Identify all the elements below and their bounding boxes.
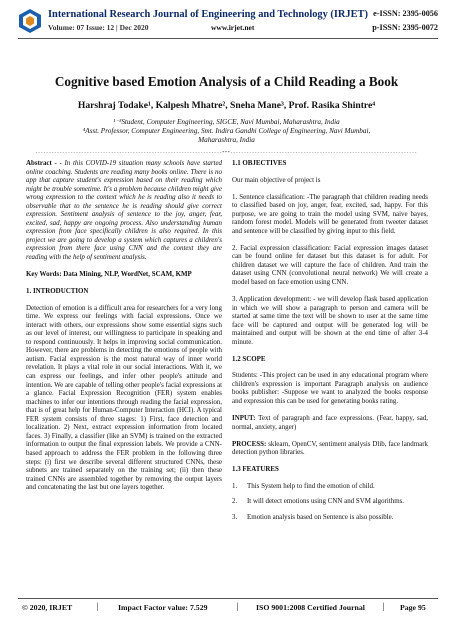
footer-copyright: © 2020, IRJET (22, 603, 73, 612)
footer-impact-factor: Impact Factor value: 7.529 (118, 603, 208, 612)
list-number: 1. (232, 481, 238, 490)
footer-separator: | (236, 602, 239, 611)
journal-url[interactable]: www.irjet.net (211, 23, 255, 32)
features-heading: 1.3 FEATURES (232, 465, 279, 474)
scope-text: Students: -This project can be used in any educational program where children's expression is important Paragraph analysis on audience books publisher: -Suppose we want to analyzed the books response and expression this can be used for generating books rating. (232, 371, 428, 406)
process-label: PROCESS: (232, 439, 267, 448)
input-text: Text of paragraph and face expressions. (Fear, happy, sad, normal, anxiety, anger) (232, 414, 428, 431)
objective-application-development: 3. Application development: - we will develop flask based application in which we will show a paragraph to person and camera will be started at same time the text will be shown to user at the same time face will be captured and output will be generated log will be maintained and output will be shown at the end time of after 3-4 minute. (232, 295, 428, 346)
affiliation-students: ¹⁻³Student, Computer Engineering, SIGCE, Navi Mumbai, Maharashtra, India (113, 118, 340, 126)
affiliation-professor: ⁴Asst. Professor, Computer Engineering, Smt. Indira Gandhi College of Engineering, Navi Mumbai, (82, 127, 371, 135)
abstract-text: In this COVID-19 situation many schools have started online coaching. Students are reading many books online. There is no app that capture student's expression based on their reading which might be trouble sometime. It's a problem because children might give wrong expression to the context which he is reading also it needs to observable that to the sentence he is reading should give correct expression. Sentiment analysis of sentence to the joy, anger, fear, excited, sad, happy are ongoing process. Also understanding human expression from face specifically children is also required. In this project we are going to develop a system which captures a children's expression from there face using CNN and the context they are reading with the help of sentiment analysis. (26, 159, 222, 262)
page-footer (18, 598, 438, 618)
input-label: INPUT: (232, 414, 256, 423)
list-number: 2. (232, 497, 238, 506)
objective-facial-expression: 2. Facial expression classification: Facial expression images dataset can be found online fer dataset but this dataset is for adult. For children dataset we will capture the face of children. And train the dataset using CNN (convolutional neural network) We will create a model based on face emotion using CNN. (232, 243, 428, 287)
paper-title: Cognitive based Emotion Analysis of a Child Reading a Book (54, 74, 399, 89)
footer-separator: | (96, 602, 99, 611)
list-item (232, 482, 428, 491)
list-item (232, 497, 428, 506)
footer-separator: | (382, 602, 385, 611)
left-column (26, 159, 222, 500)
abstract-label: Abstract - - (26, 159, 62, 167)
affiliation-state: Maharashtra, India (198, 136, 255, 144)
feature-text: It will detect emotions using CNN and SVM algorithms. (247, 497, 405, 506)
objectives-intro: Our main objective of project is (232, 175, 321, 184)
footer-page-number: Page 95 (400, 603, 426, 612)
feature-text: Emotion analysis based on Sentence is also possible. (247, 512, 394, 521)
process-text: sklearn, OpenCV, sentiment analysis Dlib, face landmark detection python libraries. (232, 439, 428, 457)
keywords: Key Words: Data Mining, NLP, WordNet, SCAM, KMP (26, 270, 192, 279)
objectives-heading: 1.1 OBJECTIVES (232, 159, 287, 167)
input-paragraph (232, 414, 428, 431)
introduction-text: Detection of emotion is a difficult area for researchers for a very long time. We express our feelings with facial expressions. Once we interact with others, our expressions show some essential signs such as our level of interest, our willingness to participate in speaking and to respond continuously. It helps in improving social communication. However, there are problems in detecting the emotions of people with autism. Facial expression is the most natural way of inner world revelation. It plays a vital role in our social interactions. With it, we can express our feelings, and infer other people's attitude and intention. We are capable of telling other people's facial expressions at a glance. Facial Expression Recognition (FER) system enables machines to infer our intentions through reading the facial expression, that is of great help for Human-Computer Interaction (HCI). A typical FER system consists of three stages: 1) First, face detection and localization. 2) Next, extract expression information from located faces. 3) Finally, a classifier (like an SVM) is trained on the extracted information to output the final expression labels. We provide a CNN-based approach to address the FER problem in the following three steps: (i) first we describe several different structured CNNs, these subnets are trained separately on the training set; (ii) then these trained CNNs are assembled together by removing the output layers and concatenating the last but one layers together. (26, 303, 222, 492)
objective-sentence-classification: 1. Sentence classification: -The paragraph that children reading needs to classified based on joy, anger, fear, excited, sad, happy. For this purpose, we are going to train the model using SVM, naive bayes, random forest model. Models will be generated from tweeter dataset and sentence will be classified by giving input to this field. (232, 192, 428, 235)
feature-text: This System help to find the emotion of child. (247, 481, 375, 490)
list-item (232, 513, 428, 522)
scope-heading: 1.2 SCOPE (232, 354, 266, 363)
irjet-logo-icon (18, 8, 42, 34)
abstract (26, 159, 222, 262)
footer-divider (18, 598, 438, 599)
list-number: 3. (232, 512, 238, 521)
e-issn: e-ISSN: 2395-0056 (373, 9, 438, 18)
journal-issue: Volume: 07 Issue: 12 | Dec 2020 (48, 23, 149, 32)
paper-authors: Harshraj Todake¹, Kalpesh Mhatre², Sneha Mane³, Prof. Rasika Shintre⁴ (77, 100, 376, 111)
right-column (232, 159, 428, 528)
p-issn: p-ISSN: 2395-0072 (372, 23, 438, 32)
introduction-heading: 1. INTRODUCTION (26, 287, 89, 296)
footer-iso: ISO 9001:2008 Certified Journal (256, 603, 365, 612)
process-paragraph (232, 440, 428, 457)
header-divider (18, 38, 438, 39)
abstract-separator: ---------------------------------------------------------------------***--------------------------------------------------------------------- (34, 151, 417, 156)
journal-title: International Research Journal of Engineering and Technology (IRJET) (48, 9, 368, 20)
